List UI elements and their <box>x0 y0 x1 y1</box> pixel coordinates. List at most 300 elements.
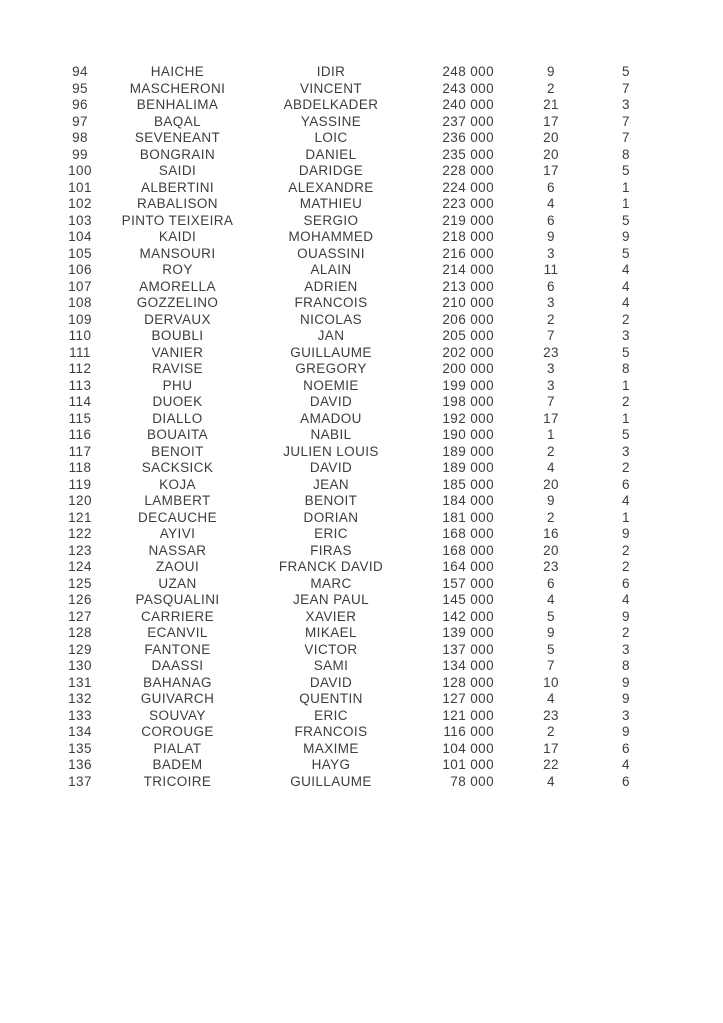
number2-cell: 9 <box>622 229 630 244</box>
points-cell: 189 000 <box>442 443 494 459</box>
first-name-cell: DAVID <box>309 460 353 475</box>
rank-cell: 102 <box>68 196 92 211</box>
last-name-cell: KOJA <box>159 476 196 492</box>
number1-cell: 20 <box>543 146 559 162</box>
rank-cell: 127 <box>68 608 92 624</box>
number2-cell: 4 <box>622 757 630 772</box>
number2-cell: 1 <box>622 509 630 525</box>
first-name-cell: ADRIEN <box>304 278 358 294</box>
table-row <box>0 592 644 609</box>
table-row <box>0 64 644 81</box>
number2-cell: 6 <box>622 476 630 492</box>
table-row <box>0 295 644 312</box>
last-name-cell: BOUBLI <box>151 328 204 343</box>
points-cell: 168 000 <box>442 526 494 541</box>
table-row <box>0 196 644 213</box>
first-name-cell: GUILLAUME <box>290 344 372 360</box>
last-name-cell: BADEM <box>152 757 203 772</box>
points-cell: 142 000 <box>442 608 494 624</box>
number1-cell: 17 <box>543 163 559 178</box>
table-row <box>0 741 644 758</box>
number1-cell: 2 <box>547 724 555 739</box>
points-cell: 243 000 <box>442 80 494 96</box>
rank-cell: 95 <box>72 80 88 96</box>
rank-cell: 100 <box>68 163 92 178</box>
number1-cell: 9 <box>547 229 555 244</box>
first-name-cell: JEAN PAUL <box>292 592 370 607</box>
number2-cell: 2 <box>622 559 630 574</box>
number1-cell: 7 <box>547 328 555 343</box>
last-name-cell: PINTO TEIXEIRA <box>121 212 234 228</box>
rank-cell: 113 <box>68 377 92 393</box>
rank-cell: 105 <box>68 245 92 261</box>
number2-cell: 2 <box>622 542 630 558</box>
rank-cell: 130 <box>68 658 92 673</box>
last-name-cell: GOZZELINO <box>136 295 219 310</box>
number2-cell: 3 <box>622 707 630 723</box>
points-cell: 101 000 <box>442 757 494 772</box>
first-name-cell: JULIEN LOUIS <box>283 443 379 459</box>
number1-cell: 17 <box>543 410 559 426</box>
points-cell: 137 000 <box>442 641 494 657</box>
table-row <box>0 279 644 296</box>
rank-cell: 136 <box>68 757 92 772</box>
points-cell: 235 000 <box>442 146 494 162</box>
number1-cell: 6 <box>547 575 555 591</box>
first-name-cell: DORIAN <box>303 509 359 525</box>
number1-cell: 2 <box>547 80 555 96</box>
points-cell: 181 000 <box>442 509 494 525</box>
rank-cell: 128 <box>68 625 92 640</box>
last-name-cell: AYIVI <box>159 526 196 541</box>
rank-cell: 131 <box>68 674 92 690</box>
last-name-cell: COROUGE <box>141 724 214 739</box>
number1-cell: 20 <box>543 476 559 492</box>
rank-cell: 97 <box>72 113 88 129</box>
points-cell: 121 000 <box>442 707 494 723</box>
number1-cell: 3 <box>547 361 555 376</box>
number2-cell: 6 <box>622 740 630 756</box>
last-name-cell: UZAN <box>158 575 197 591</box>
first-name-cell: BENOIT <box>304 493 358 508</box>
points-cell: 145 000 <box>442 592 494 607</box>
points-cell: 248 000 <box>442 64 494 79</box>
number2-cell: 3 <box>622 328 630 343</box>
first-name-cell: NOEMIE <box>303 377 359 393</box>
number2-cell: 5 <box>622 212 630 228</box>
number1-cell: 20 <box>543 542 559 558</box>
rank-cell: 111 <box>69 344 91 360</box>
table-row <box>0 543 644 560</box>
number2-cell: 7 <box>622 80 630 96</box>
last-name-cell: PIALAT <box>153 740 202 756</box>
number1-cell: 7 <box>547 658 555 673</box>
number1-cell: 5 <box>547 641 555 657</box>
first-name-cell: LOIC <box>314 130 348 145</box>
table-row <box>0 609 644 626</box>
last-name-cell: KAIDI <box>158 229 197 244</box>
first-name-cell: MARC <box>310 575 352 591</box>
last-name-cell: ECANVIL <box>147 625 208 640</box>
table-row <box>0 576 644 593</box>
points-cell: 205 000 <box>442 328 494 343</box>
number2-cell: 9 <box>622 674 630 690</box>
points-cell: 164 000 <box>442 559 494 574</box>
rank-cell: 99 <box>72 146 88 162</box>
points-cell: 168 000 <box>442 542 494 558</box>
first-name-cell: NABIL <box>310 427 352 442</box>
number2-cell: 5 <box>622 245 630 261</box>
points-cell: 237 000 <box>442 113 494 129</box>
number2-cell: 9 <box>622 691 630 706</box>
rank-cell: 137 <box>68 773 92 789</box>
number1-cell: 4 <box>547 691 555 706</box>
number2-cell: 7 <box>622 113 630 129</box>
rank-cell: 122 <box>68 526 92 541</box>
table-row <box>0 361 644 378</box>
rank-cell: 126 <box>68 592 92 607</box>
number2-cell: 1 <box>622 410 630 426</box>
number1-cell: 23 <box>543 707 559 723</box>
rank-cell: 120 <box>68 493 92 508</box>
number1-cell: 9 <box>547 493 555 508</box>
table-row <box>0 658 644 675</box>
table-row <box>0 213 644 230</box>
rank-cell: 118 <box>68 460 92 475</box>
first-name-cell: FIRAS <box>310 542 352 558</box>
number1-cell: 2 <box>547 509 555 525</box>
number2-cell: 8 <box>622 361 630 376</box>
table-row <box>0 97 644 114</box>
table-row <box>0 559 644 576</box>
number2-cell: 9 <box>622 526 630 541</box>
last-name-cell: GUIVARCH <box>140 691 215 706</box>
number1-cell: 6 <box>547 278 555 294</box>
number1-cell: 9 <box>547 625 555 640</box>
number2-cell: 5 <box>622 427 630 442</box>
table-row <box>0 460 644 477</box>
first-name-cell: GUILLAUME <box>290 773 372 789</box>
table-row <box>0 625 644 642</box>
number1-cell: 21 <box>543 97 559 112</box>
number2-cell: 5 <box>622 163 630 178</box>
first-name-cell: SERGIO <box>303 212 359 228</box>
rank-cell: 108 <box>68 295 92 310</box>
last-name-cell: ZAOUI <box>155 559 200 574</box>
last-name-cell: CARRIERE <box>141 608 214 624</box>
first-name-cell: HAYG <box>311 757 351 772</box>
first-name-cell: DAVID <box>309 394 353 409</box>
table-row <box>0 130 644 147</box>
table-row <box>0 147 644 164</box>
first-name-cell: GREGORY <box>295 361 367 376</box>
last-name-cell: BENHALIMA <box>136 97 219 112</box>
last-name-cell: DUOEK <box>152 394 203 409</box>
number2-cell: 3 <box>622 97 630 112</box>
table-row <box>0 757 644 774</box>
first-name-cell: VICTOR <box>304 641 358 657</box>
number1-cell: 5 <box>547 608 555 624</box>
points-cell: 139 000 <box>442 625 494 640</box>
number1-cell: 3 <box>547 377 555 393</box>
rank-cell: 112 <box>68 361 92 376</box>
rank-cell: 110 <box>68 328 92 343</box>
number1-cell: 4 <box>547 196 555 211</box>
points-cell: 213 000 <box>442 278 494 294</box>
number1-cell: 4 <box>547 460 555 475</box>
table-row <box>0 345 644 362</box>
first-name-cell: YASSINE <box>300 113 362 129</box>
number1-cell: 23 <box>543 559 559 574</box>
table-row <box>0 229 644 246</box>
number2-cell: 4 <box>622 592 630 607</box>
number1-cell: 3 <box>547 295 555 310</box>
number2-cell: 2 <box>622 625 630 640</box>
last-name-cell: FANTONE <box>144 641 211 657</box>
points-cell: 216 000 <box>442 245 494 261</box>
rank-cell: 96 <box>72 97 88 112</box>
last-name-cell: VANIER <box>151 344 204 360</box>
points-cell: 219 000 <box>442 212 494 228</box>
last-name-cell: SEVENEANT <box>134 130 221 145</box>
first-name-cell: MOHAMMED <box>288 229 374 244</box>
table-row <box>0 526 644 543</box>
first-name-cell: JAN <box>317 328 345 343</box>
points-cell: 236 000 <box>442 130 494 145</box>
first-name-cell: QUENTIN <box>299 691 363 706</box>
number2-cell: 2 <box>622 311 630 327</box>
table-row <box>0 493 644 510</box>
table-row <box>0 328 644 345</box>
first-name-cell: ERIC <box>314 707 348 723</box>
last-name-cell: BOUAITA <box>146 427 209 442</box>
first-name-cell: DANIEL <box>305 146 357 162</box>
table-row <box>0 708 644 725</box>
points-cell: 228 000 <box>442 163 494 178</box>
number1-cell: 17 <box>543 740 559 756</box>
number2-cell: 1 <box>622 377 630 393</box>
number2-cell: 3 <box>622 443 630 459</box>
points-cell: 206 000 <box>442 311 494 327</box>
table-row <box>0 114 644 131</box>
points-cell: 223 000 <box>442 196 494 211</box>
number1-cell: 3 <box>547 245 555 261</box>
points-cell: 189 000 <box>442 460 494 475</box>
number1-cell: 17 <box>543 113 559 129</box>
table-row <box>0 675 644 692</box>
last-name-cell: DIALLO <box>152 410 203 426</box>
points-cell: 116 000 <box>443 724 494 739</box>
number1-cell: 2 <box>547 443 555 459</box>
last-name-cell: AMORELLA <box>139 278 216 294</box>
first-name-cell: FRANCOIS <box>294 724 368 739</box>
last-name-cell: BAQAL <box>153 113 202 129</box>
table-row <box>0 427 644 444</box>
number1-cell: 11 <box>543 262 559 277</box>
first-name-cell: NICOLAS <box>299 311 363 327</box>
number2-cell: 2 <box>622 460 630 475</box>
last-name-cell: RAVISE <box>152 361 203 376</box>
table-row <box>0 163 644 180</box>
number1-cell: 1 <box>547 427 555 442</box>
table-row <box>0 262 644 279</box>
last-name-cell: ROY <box>162 262 193 277</box>
first-name-cell: MATHIEU <box>299 196 363 211</box>
last-name-cell: SACKSICK <box>141 460 214 475</box>
number2-cell: 3 <box>622 641 630 657</box>
number2-cell: 6 <box>622 575 630 591</box>
last-name-cell: SAIDI <box>158 163 197 178</box>
last-name-cell: SOUVAY <box>149 707 206 723</box>
rank-cell: 101 <box>68 179 92 195</box>
number2-cell: 8 <box>622 658 630 673</box>
table-row <box>0 394 644 411</box>
first-name-cell: IDIR <box>316 64 346 79</box>
number2-cell: 4 <box>622 295 630 310</box>
number2-cell: 6 <box>622 773 630 789</box>
rank-cell: 103 <box>68 212 92 228</box>
number1-cell: 23 <box>543 344 559 360</box>
first-name-cell: VINCENT <box>299 80 363 96</box>
points-cell: 198 000 <box>442 394 494 409</box>
number2-cell: 5 <box>622 64 630 79</box>
rank-cell: 114 <box>68 394 92 409</box>
rank-cell: 117 <box>68 443 92 459</box>
number2-cell: 8 <box>622 146 630 162</box>
table-row <box>0 246 644 263</box>
number2-cell: 2 <box>622 394 630 409</box>
rank-cell: 119 <box>68 476 92 492</box>
table-row <box>0 81 644 98</box>
number1-cell: 4 <box>547 592 555 607</box>
points-cell: 214 000 <box>442 262 494 277</box>
points-cell: 202 000 <box>442 344 494 360</box>
first-name-cell: ALAIN <box>310 262 352 277</box>
number2-cell: 9 <box>622 724 630 739</box>
points-cell: 240 000 <box>442 97 494 112</box>
last-name-cell: BAHANAG <box>143 674 212 690</box>
points-cell: 78 000 <box>450 773 494 789</box>
last-name-cell: DECAUCHE <box>138 509 217 525</box>
first-name-cell: OUASSINI <box>297 245 365 261</box>
points-cell: 104 000 <box>442 740 494 756</box>
rank-cell: 129 <box>68 641 92 657</box>
rank-cell: 125 <box>68 575 92 591</box>
last-name-cell: RABALISON <box>137 196 218 211</box>
number1-cell: 7 <box>547 394 555 409</box>
rank-cell: 123 <box>68 542 92 558</box>
number1-cell: 6 <box>547 179 555 195</box>
rank-cell: 133 <box>68 707 92 723</box>
points-cell: 199 000 <box>442 377 494 393</box>
number2-cell: 4 <box>622 262 630 277</box>
rank-cell: 135 <box>68 740 92 756</box>
rank-cell: 132 <box>68 691 92 706</box>
points-cell: 128 000 <box>442 674 494 690</box>
rank-cell: 116 <box>68 427 92 442</box>
table-row <box>0 774 644 791</box>
number2-cell: 7 <box>622 130 630 145</box>
table-row <box>0 510 644 527</box>
number2-cell: 4 <box>622 493 630 508</box>
last-name-cell: BENOIT <box>151 443 204 459</box>
first-name-cell: ERIC <box>314 526 348 541</box>
points-cell: 127 000 <box>442 691 494 706</box>
number2-cell: 9 <box>622 608 630 624</box>
number1-cell: 10 <box>543 674 559 690</box>
last-name-cell: ALBERTINI <box>140 179 215 195</box>
rank-cell: 98 <box>72 130 88 145</box>
rank-cell: 107 <box>68 278 92 294</box>
first-name-cell: DAVID <box>309 674 353 690</box>
table-row <box>0 378 644 395</box>
last-name-cell: PHU <box>162 377 193 393</box>
number1-cell: 22 <box>543 757 559 772</box>
table-row <box>0 312 644 329</box>
first-name-cell: JEAN <box>312 476 350 492</box>
rank-cell: 109 <box>68 311 92 327</box>
rank-cell: 104 <box>68 229 92 244</box>
first-name-cell: ALEXANDRE <box>288 179 374 195</box>
number2-cell: 5 <box>622 344 630 360</box>
number1-cell: 16 <box>543 526 559 541</box>
first-name-cell: MAXIME <box>303 740 359 756</box>
points-cell: 224 000 <box>442 179 494 195</box>
number1-cell: 20 <box>543 130 559 145</box>
last-name-cell: BONGRAIN <box>139 146 216 162</box>
points-cell: 192 000 <box>442 410 494 426</box>
last-name-cell: TRICOIRE <box>143 773 212 789</box>
rank-cell: 94 <box>72 64 88 79</box>
points-cell: 200 000 <box>442 361 494 376</box>
rank-cell: 115 <box>68 410 92 426</box>
rank-cell: 124 <box>68 559 92 574</box>
first-name-cell: DARIDGE <box>298 163 364 178</box>
last-name-cell: MANSOURI <box>139 245 216 261</box>
last-name-cell: DERVAUX <box>144 311 211 327</box>
last-name-cell: PASQUALINI <box>135 592 220 607</box>
first-name-cell: XAVIER <box>305 608 357 624</box>
last-name-cell: MASCHERONI <box>129 80 226 96</box>
table-row <box>0 444 644 461</box>
points-cell: 190 000 <box>442 427 494 442</box>
table-row <box>0 691 644 708</box>
rank-cell: 121 <box>68 509 92 525</box>
points-cell: 210 000 <box>442 295 494 310</box>
first-name-cell: ABDELKADER <box>283 97 379 112</box>
number2-cell: 1 <box>622 179 630 195</box>
first-name-cell: MIKAEL <box>305 625 357 640</box>
points-cell: 185 000 <box>442 476 494 492</box>
points-cell: 134 000 <box>442 658 494 673</box>
number1-cell: 6 <box>547 212 555 228</box>
number1-cell: 9 <box>547 64 555 79</box>
last-name-cell: HAICHE <box>150 64 205 79</box>
number2-cell: 1 <box>622 196 630 211</box>
rank-cell: 106 <box>68 262 92 277</box>
first-name-cell: FRANCK DAVID <box>278 559 384 574</box>
table-row <box>0 411 644 428</box>
last-name-cell: LAMBERT <box>144 493 211 508</box>
first-name-cell: SAMI <box>313 658 349 673</box>
number1-cell: 2 <box>547 311 555 327</box>
points-cell: 184 000 <box>442 493 494 508</box>
number1-cell: 4 <box>547 773 555 789</box>
last-name-cell: NASSAR <box>148 542 207 558</box>
table-row <box>0 642 644 659</box>
number2-cell: 4 <box>622 278 630 294</box>
points-cell: 218 000 <box>442 229 494 244</box>
